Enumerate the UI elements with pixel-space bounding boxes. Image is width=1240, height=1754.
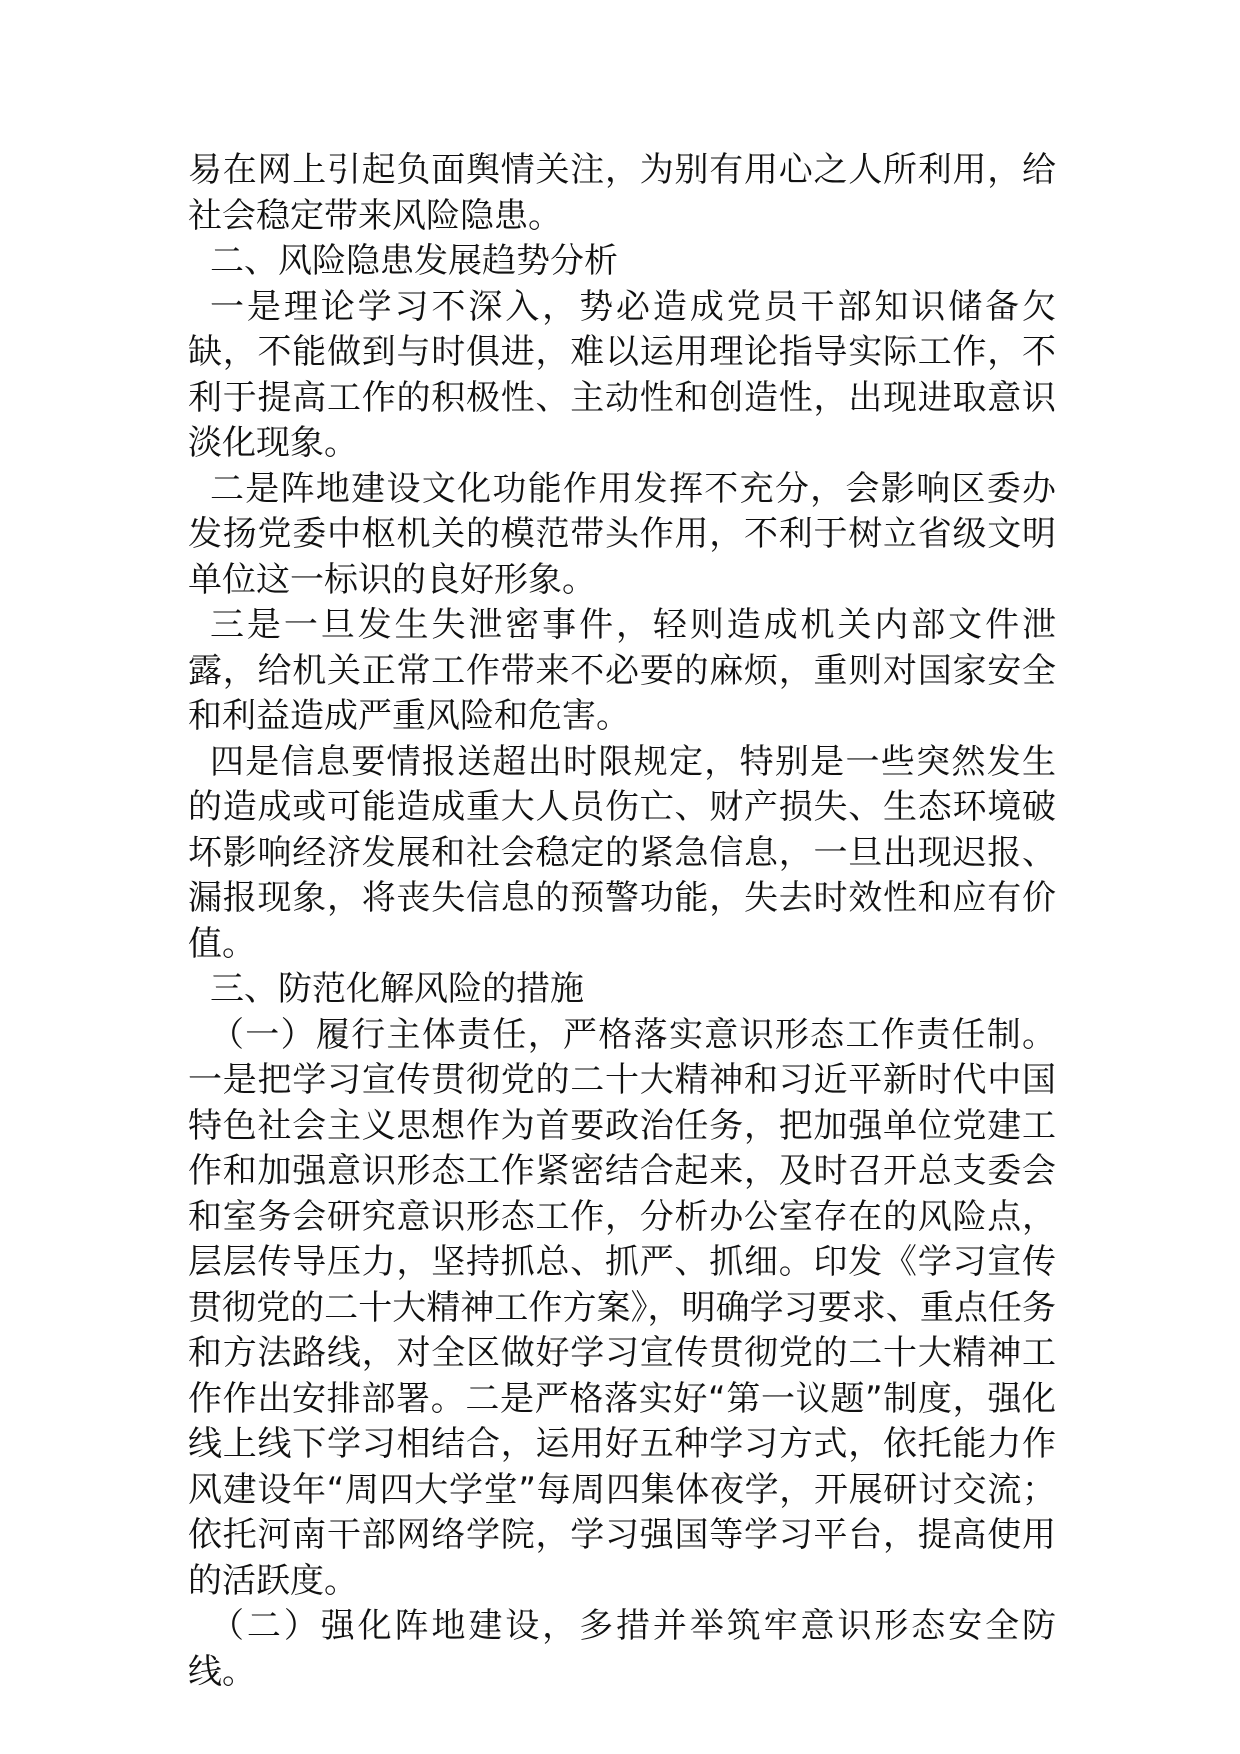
paragraph-position-building: 二是阵地建设文化功能作用发挥不充分，会影响区委办发扬党委中枢机关的模范带头作用，不利于树立省级文明单位这一标识的良好形象。 bbox=[188, 468, 1056, 600]
paragraph-position-strengthen: （二）强化阵地建设，多措并举筑牢意识形态安全防线。 bbox=[188, 1606, 1056, 1692]
paragraph-info-reporting: 四是信息要情报送超出时限规定，特别是一些突然发生的造成或可能造成重大人员伤亡、财产损失、生态环境破坏影响经济发展和社会稳定的紧急信息，一旦出现迟报、漏报现象，将丧失信息的预警功能，失去时效性和应有价值。 bbox=[188, 741, 1056, 964]
section-heading-measures: 三、防范化解风险的措施 bbox=[210, 969, 584, 1009]
document-page bbox=[188, 148, 1056, 1695]
paragraph-leak-incident: 三是一旦发生失泄密事件，轻则造成机关内部文件泄露，给机关正常工作带来不必要的麻烦，重则对国家安全和利益造成严重风险和危害。 bbox=[188, 605, 1056, 736]
paragraph-theory-study: 一是理论学习不深入，势必造成党员干部知识储备欠缺，不能做到与时俱进，难以运用理论指导实际工作，不利于提高工作的积极性、主动性和创造性，出现进取意识淡化现象。 bbox=[188, 286, 1056, 463]
paragraph-main-responsibility: （一）履行主体责任，严格落实意识形态工作责任制。一是把学习宣传贯彻党的二十大精神和习近平新时代中国特色社会主义思想作为首要政治任务，把加强单位党建工作和加强意识形态工作紧密结合起来，及时召开总支委会和室务会研究意识形态工作，分析办公室存在的风险点，层层传导压力，坚持抓总、抓严、抓细。印发《学习宣传贯彻党的二十大精神工作方案》，明确学习要求、重点任务和方法路线，对全区做好学习宣传贯彻党的二十大精神工作作出安排部署。二是严格落实好“第一议题”制度，强化线上线下学习相结合，运用好五种学习方式，依托能力作风建设年“周四大学堂”每周四集体夜学，开展研讨交流；依托河南干部网络学院，学习强国等学习平台，提高使用的活跃度。 bbox=[188, 1014, 1056, 1601]
section-heading-risk-trend: 二、风险隐患发展趋势分析 bbox=[210, 241, 618, 281]
paragraph-continuation: 易在网上引起负面舆情关注，为别有用心之人所利用，给社会稳定带来风险隐患。 bbox=[188, 150, 1056, 236]
